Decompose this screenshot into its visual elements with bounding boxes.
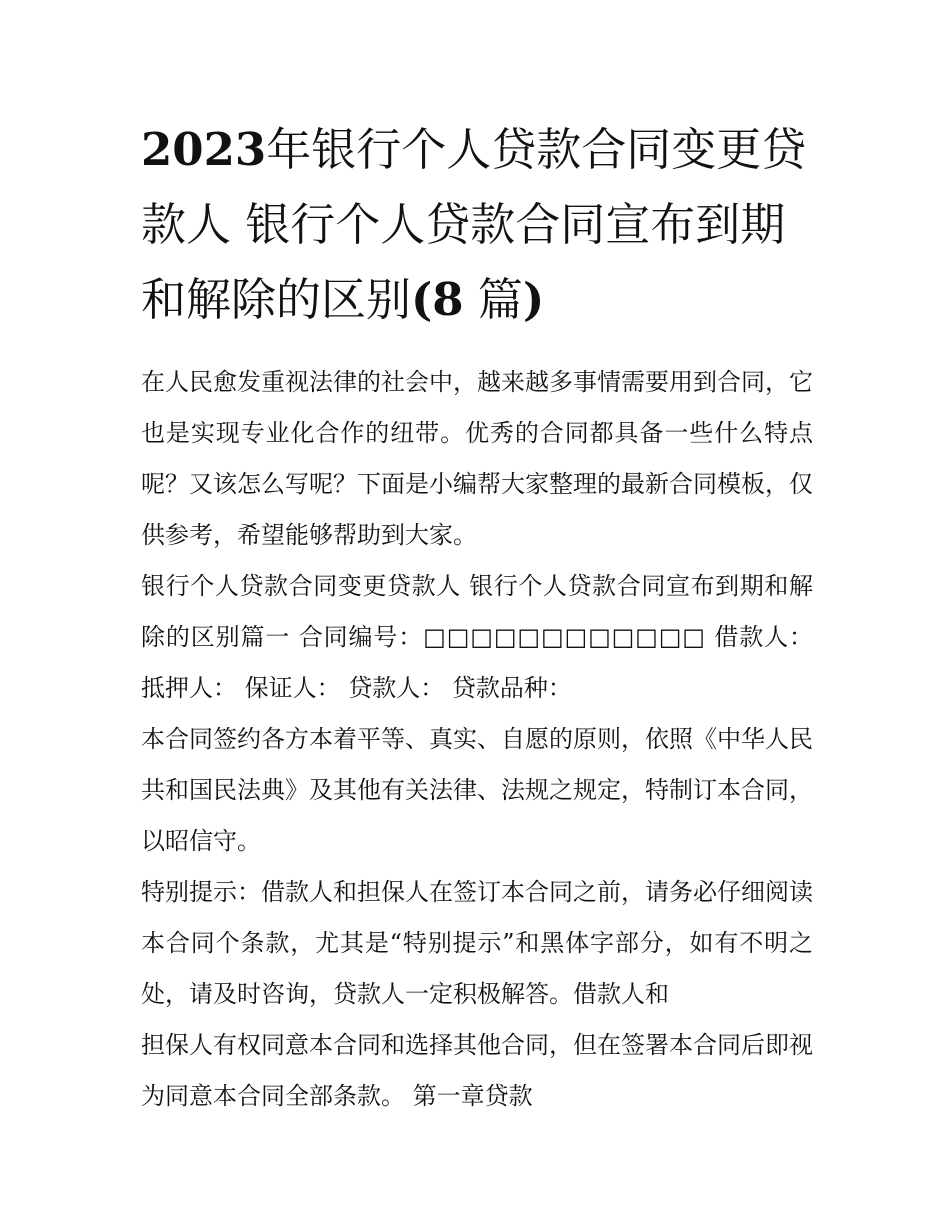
title-main: 年银行个人贷款合同变更贷款人 银行个人贷款合同宣布到期和解除的区别 [141, 123, 807, 326]
special-notice-paragraph: 特别提示：借款人和担保人在签订本合同之前，请务必仔细阅读本合同个条款，尤其是“特别提示”和黑体字部分，如有不明之处，请及时咨询，贷款人一定积极解答。借款人和 [141, 878, 813, 1008]
document-title [141, 112, 813, 337]
contract-header-paragraph: 银行个人贷款合同变更贷款人 银行个人贷款合同宣布到期和解除的区别篇一 合同编号：□□□□□□□□□□□□ 借款人： 抵押人： 保证人： 贷款人： 贷款品种： [141, 572, 813, 702]
title-year: 2023 [141, 123, 267, 176]
consent-paragraph: 担保人有权同意本合同和选择其他合同，但在签署本合同后即视为同意本合同全部条款。 第一章贷款 [141, 1031, 813, 1110]
intro-paragraph: 在人民愈发重视法律的社会中，越来越多事情需要用到合同，它也是实现专业化合作的纽带。优秀的合同都具备一些什么特点呢？又该怎么写呢？下面是小编帮大家整理的最新合同模板，仅供参考，希望能够帮助到大家。 [141, 368, 813, 549]
principle-paragraph: 本合同签约各方本着平等、真实、自愿的原则，依照《中华人民共和国民法典》及其他有关法律、法规之规定，特制订本合同，以昭信守。 [141, 725, 813, 855]
title-count-close: ) [522, 273, 545, 326]
document-content [141, 112, 813, 1122]
title-count-open: (8 [411, 273, 464, 326]
title-count-word: 篇 [463, 273, 523, 326]
